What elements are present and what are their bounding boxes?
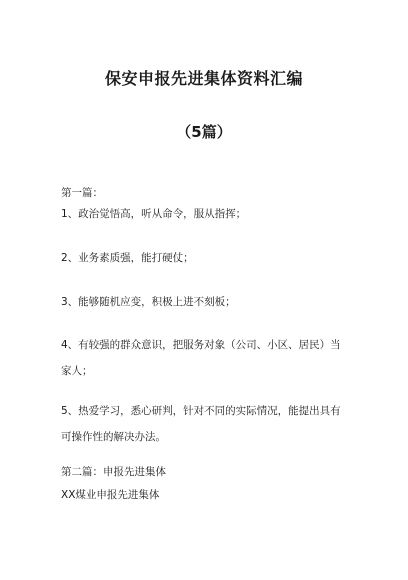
list-item: 3、能够随机应变，积极上进不刻板； <box>61 296 236 308</box>
section-heading: 第一篇： <box>61 187 103 199</box>
list-item: 5、热爱学习，悉心研判，针对不同的实际情况，能提出具有可操作性的解决办法。 <box>61 405 341 443</box>
document-title: 保安申报先进集体资料汇编 <box>104 69 303 88</box>
list-item: 1、政治觉悟高，听从命令，服从指挥； <box>61 208 247 220</box>
section-heading: 第二篇：申报先进集体 <box>61 466 166 478</box>
document-subtitle: （5篇） <box>176 123 232 141</box>
list-item: 2、业务素质强，能打硬仗； <box>61 252 194 264</box>
body-line: XX煤业申报先进集体 <box>61 489 160 501</box>
list-item: 4、有较强的群众意识，把服务对象（公司、小区、居民）当家人； <box>61 339 341 377</box>
